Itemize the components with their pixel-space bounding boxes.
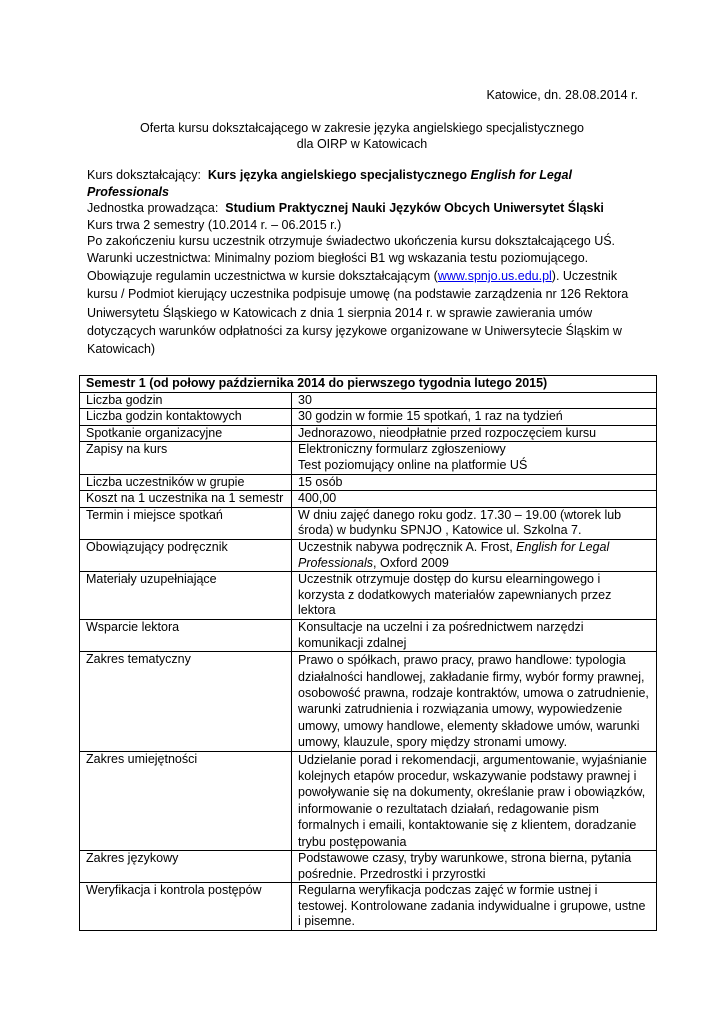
- conditions-line-3: kursu / Podmiot kierujący uczestnika podpisuje umowę (na podstawie zarządzenia nr 126 Rektora: [87, 287, 629, 302]
- row-value: [292, 442, 657, 474]
- title-line-2: dla OIRP w Katowicach: [296, 137, 428, 151]
- semester-heading: Semestr 1 (od połowy października 2014 do pierwszego tygodnia lutego 2015): [80, 376, 657, 393]
- row-label: Liczba godzin kontaktowych: [80, 409, 292, 426]
- document-date: Katowice, dn. 28.08.2014 r.: [486, 88, 638, 102]
- row-value: 400,00: [292, 491, 657, 508]
- table-row: [80, 474, 657, 491]
- row-label: Weryfikacja i kontrola postępów: [80, 883, 292, 931]
- course-label: Kurs dokształcający:: [87, 168, 201, 182]
- row-label: Zapisy na kurs: [80, 442, 292, 474]
- unit-line: [87, 200, 647, 217]
- conditions-line-2: [87, 267, 642, 285]
- row-value: 15 osób: [292, 474, 657, 491]
- row-value: Jednorazowo, nieodpłatnie przed rozpoczęciem kursu: [292, 425, 657, 442]
- table-row: [80, 539, 657, 571]
- table-row: [80, 751, 657, 850]
- row-value: W dniu zajęć danego roku godz. 17.30 – 19.00 (wtorek lub środa) w budynku SPNJO , Katowice ul. Szkolna 7.: [292, 507, 657, 539]
- row-label: Termin i miejsce spotkań: [80, 507, 292, 539]
- row-label: Zakres językowy: [80, 850, 292, 882]
- table-row: [80, 619, 657, 651]
- certificate-line: Po zakończeniu kursu uczestnik otrzymuje świadectwo ukończenia kursu dokształcającego UŚ.: [87, 234, 616, 248]
- textbook-prefix: Uczestnik nabywa podręcznik A. Frost,: [298, 539, 513, 554]
- table-row: [80, 572, 657, 620]
- regulations-link[interactable]: www.spnjo.us.edu.pl: [437, 269, 552, 284]
- table-row: [80, 442, 657, 474]
- table-row: [80, 491, 657, 508]
- course-line: [87, 167, 647, 200]
- unit-label: Jednostka prowadząca:: [87, 201, 219, 215]
- row-value: 30: [292, 392, 657, 409]
- table-row: [80, 883, 657, 931]
- conditions-line-4: Uniwersytetu Śląskiego w Katowicach z dnia 1 sierpnia 2014 r. w sprawie zawierania umów: [87, 305, 593, 320]
- row-label: Spotkanie organizacyjne: [80, 425, 292, 442]
- row-label: Wsparcie lektora: [80, 619, 292, 651]
- row-label: Zakres tematyczny: [80, 652, 292, 751]
- duration-line: Kurs trwa 2 semestry (10.2014 r. – 06.2015 r.): [87, 217, 342, 232]
- course-name-en: English for Legal Professionals: [87, 168, 572, 199]
- row-label: Koszt na 1 uczestnika na 1 semestr: [80, 491, 292, 508]
- table-row: [80, 652, 657, 751]
- table-row: [80, 850, 657, 882]
- document-title: [0, 120, 724, 152]
- row-value-line-1: Elektroniczny formularz zgłoszeniowy: [298, 442, 506, 457]
- row-value: Regularna weryfikacja podczas zajęć w formie ustnej i testowej. Kontrolowane zadania indywidualne i grupowe, ustne i pisemne.: [292, 883, 657, 931]
- unit-name: Studium Praktycznej Nauki Języków Obcych Uniwersytet Śląski: [225, 201, 604, 215]
- row-value: Konsultacje na uczelni i za pośrednictwem narzędzi komunikacji zdalnej: [292, 619, 657, 651]
- participation-conditions: [87, 249, 642, 358]
- semester-table: [79, 375, 657, 931]
- row-value: Prawo o spółkach, prawo pracy, prawo handlowe: typologia działalności handlowej, zakładanie firmy, wybór formy prawnej, osobowość prawna, rodzaje kontraktów, umowa o zatrudnienie, warunki zatrudnienia i rozwiązania umowy, wypowiedzenie umowy, umowy handlowe, elementy składowe umów, warunki umowy, klauzule, spory między stronami umowy.: [292, 652, 657, 751]
- conditions-line-6: Katowicach): [87, 342, 156, 357]
- table-row: [80, 425, 657, 442]
- row-value: 30 godzin w formie 15 spotkań, 1 raz na tydzień: [292, 409, 657, 426]
- row-label: Liczba uczestników w grupie: [80, 474, 292, 491]
- row-label: Liczba godzin: [80, 392, 292, 409]
- row-value: Uczestnik otrzymuje dostęp do kursu elearningowego i korzysta z dodatkowych materiałów zapewnianych przez lektora: [292, 572, 657, 620]
- row-label: Materiały uzupełniające: [80, 572, 292, 620]
- table-row: [80, 392, 657, 409]
- conditions-line-1: Warunki uczestnictwa: Minimalny poziom biegłości B1 wg wskazania testu poziomującego.: [87, 251, 589, 265]
- row-label: Obowiązujący podręcznik: [80, 539, 292, 571]
- row-value-line-2: Test poziomujący online na platformie UŚ: [298, 457, 528, 472]
- course-name: Kurs języka angielskiego specjalistycznego: [207, 168, 468, 182]
- table-row: [80, 409, 657, 426]
- row-label: Zakres umiejętności: [80, 751, 292, 850]
- row-value: Udzielanie porad i rekomendacji, argumentowanie, wyjaśnianie kolejnych etapów procedur, wskazywanie podstawy prawnej i powoływanie się na dokumenty, określanie praw i obowiązków, informowanie o rezultatach działań, redagowanie pism formalnych i emaili, kontaktowanie się z klientem, doradzanie trybu postępowania: [292, 751, 657, 850]
- title-line-1: Oferta kursu dokształcającego w zakresie języka angielskiego specjalistycznego: [140, 121, 584, 135]
- course-meta: [87, 167, 647, 250]
- row-value: Podstawowe czasy, tryby warunkowe, strona bierna, pytania pośrednie. Przedrostki i przyrostki: [292, 850, 657, 882]
- conditions-text-after-link: ). Uczestnik: [551, 269, 618, 284]
- row-value: [292, 539, 657, 571]
- table-row: [80, 507, 657, 539]
- textbook-title: English for Legal Professionals: [298, 539, 610, 570]
- conditions-text-before-link: Obowiązuje regulamin uczestnictwa w kursie dokształcającym (: [87, 269, 438, 284]
- conditions-line-5: dotyczących warunków odpłatności za kursy językowe organizowane w Uniwersytecie Śląskim w: [87, 323, 622, 338]
- textbook-publisher: , Oxford 2009: [373, 555, 449, 570]
- table-header-row: [80, 376, 657, 393]
